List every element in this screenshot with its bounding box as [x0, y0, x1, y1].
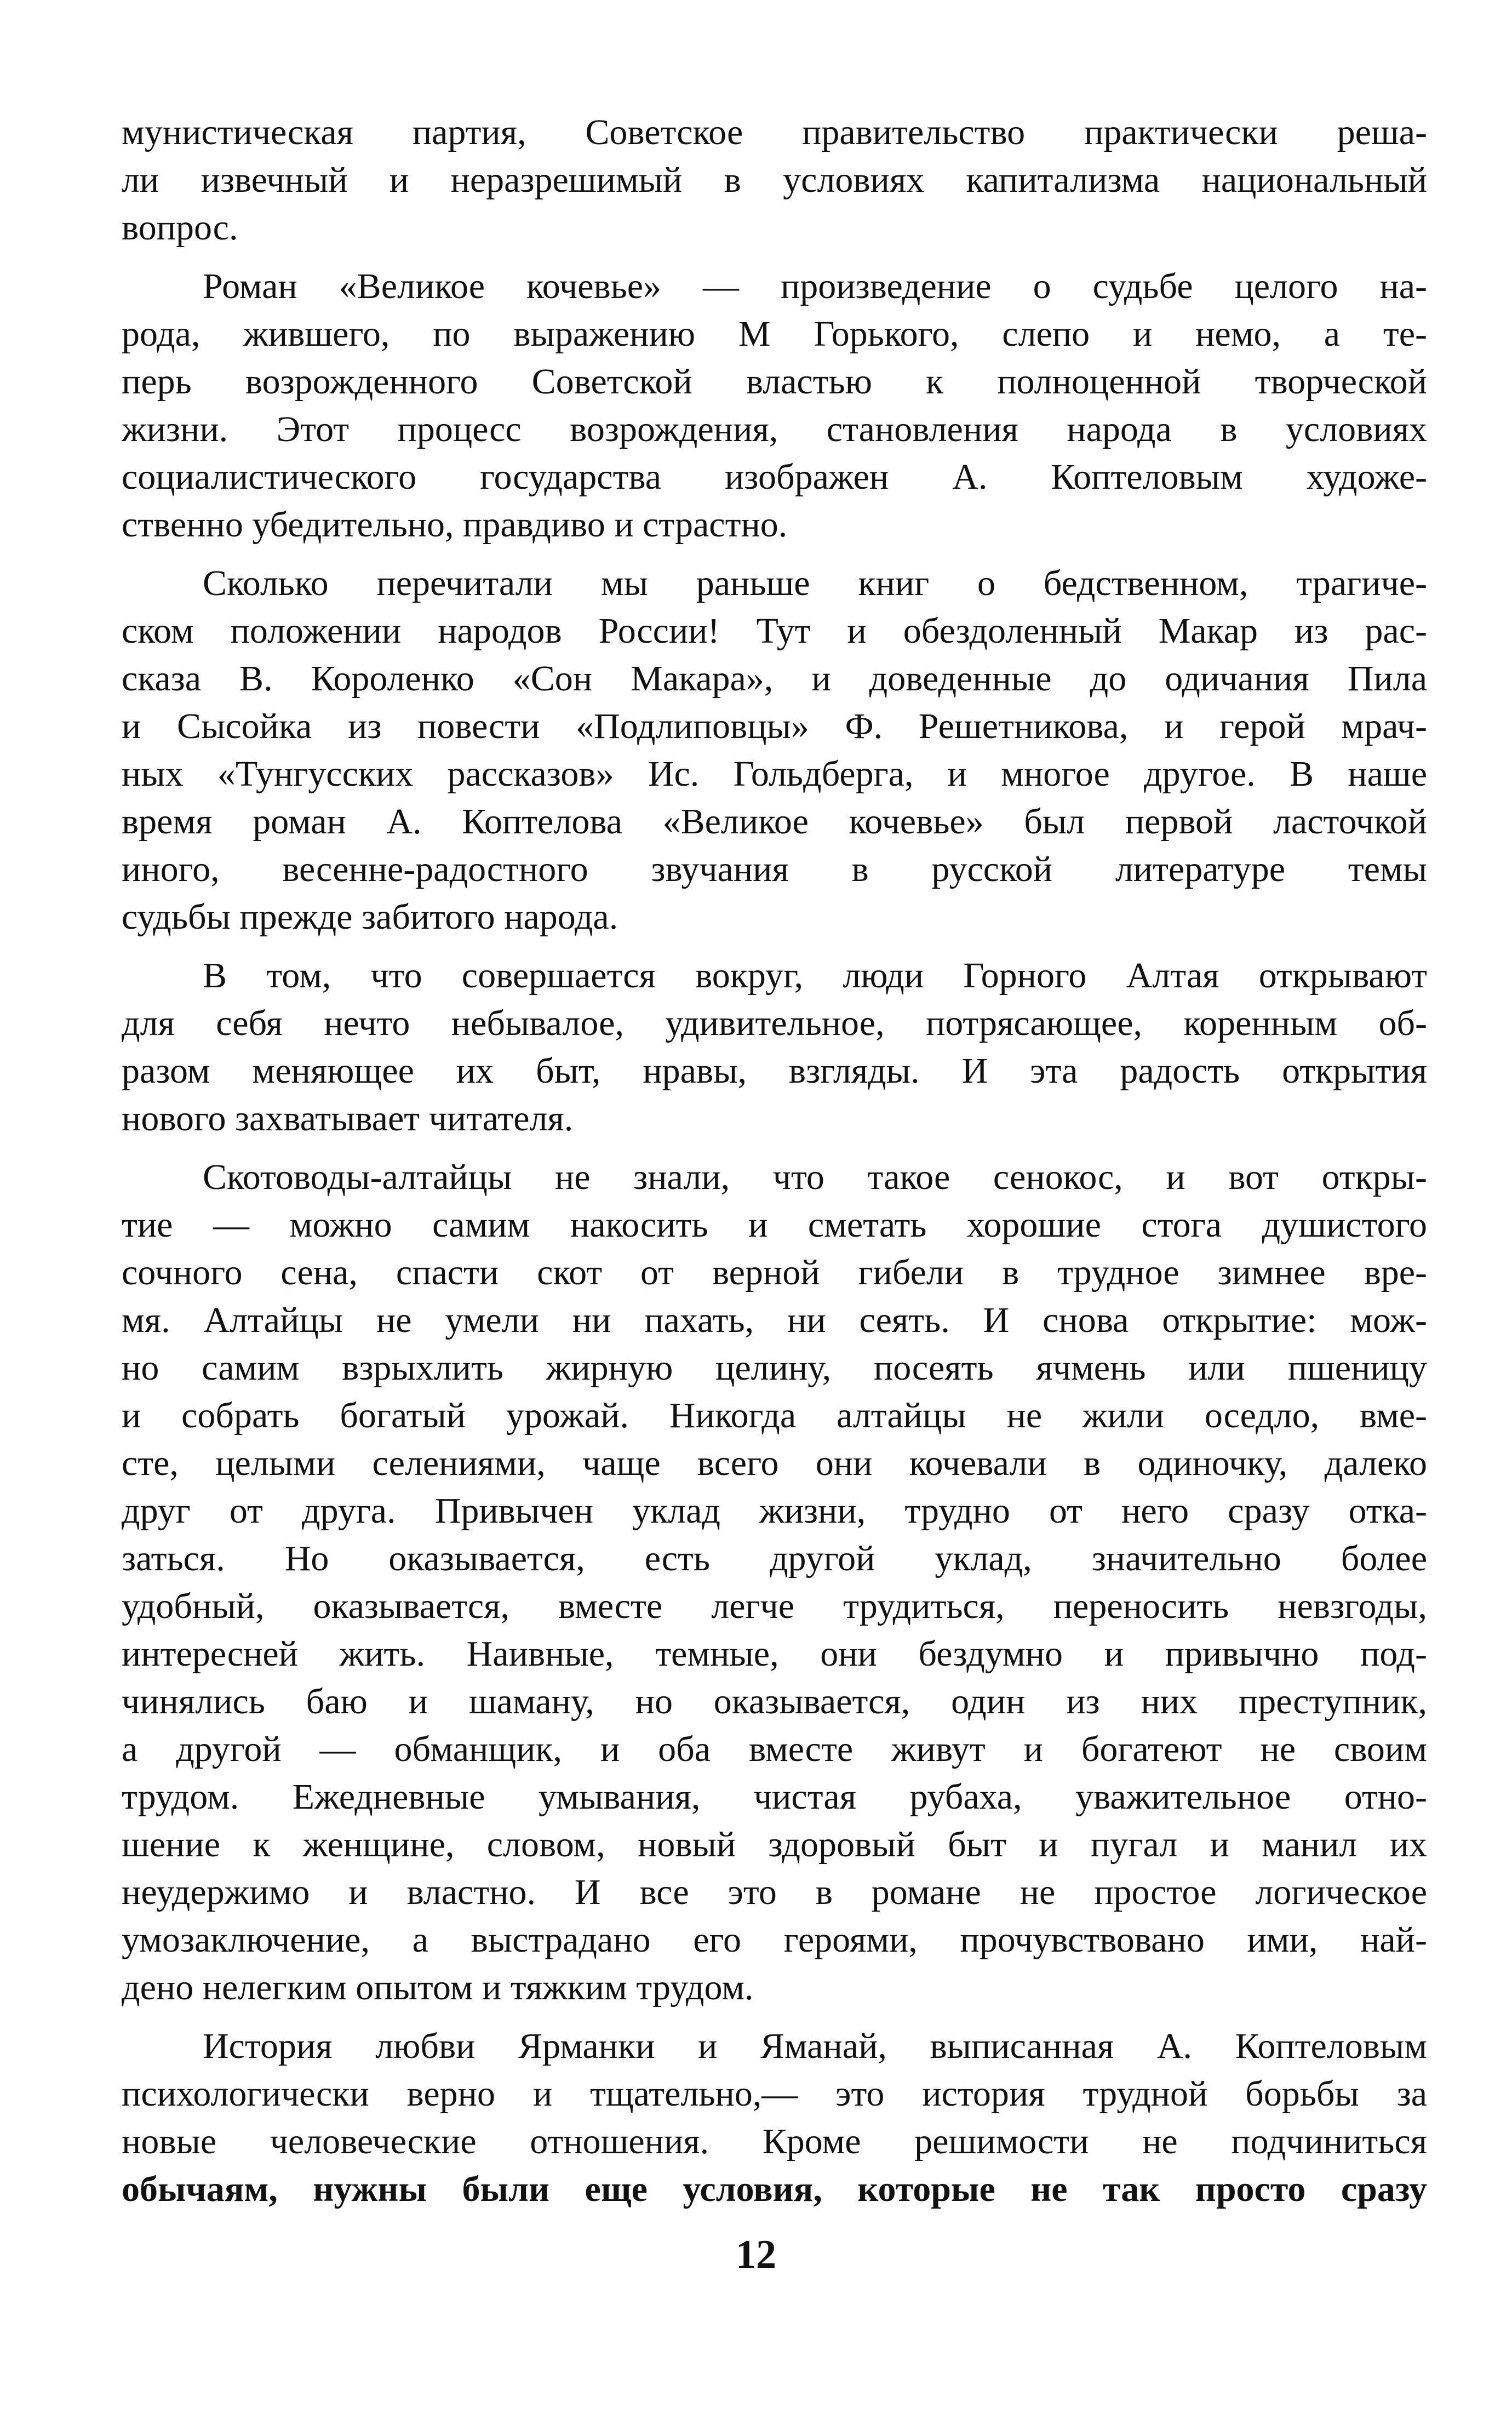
- text-line: нового захватывает читателя.: [122, 1099, 574, 1139]
- text-line: заться. Но оказывается, есть другой уклад, значительно более: [122, 1539, 1427, 1579]
- paragraph: [122, 559, 1427, 941]
- page-number: 12: [736, 2232, 776, 2277]
- text-line: иного, весенне-радостного звучания в русской литературе темы: [122, 849, 1427, 889]
- text-line: время роман А. Коптелова «Великое кочевье» был первой ласточкой: [122, 802, 1427, 842]
- text-line: и собрать богатый урожай. Никогда алтайцы не жили оседло, вме-: [122, 1396, 1427, 1436]
- text-line: судьбы прежде забитого народа.: [122, 897, 618, 937]
- text-line: тие — можно самим накосить и сметать хорошие стога душистого: [122, 1205, 1427, 1245]
- text-line: В том, что совершается вокруг, люди Горного Алтая открывают: [203, 956, 1427, 996]
- text-line: разом меняющее их быт, нравы, взгляды. И эта радость открытия: [122, 1051, 1427, 1091]
- text-line: История любви Ярманки и Яманай, выписанная А. Коптеловым: [203, 2026, 1427, 2066]
- text-line: вопрос.: [122, 208, 238, 248]
- text-line: новые человеческие отношения. Кроме решимости не подчиниться: [122, 2121, 1427, 2161]
- text-line: друг от друга. Привычен уклад жизни, трудно от него сразу отка-: [122, 1491, 1427, 1531]
- text-line: обычаям, нужны были еще условия, которые не так просто сразу: [122, 2169, 1427, 2209]
- paragraph: [122, 108, 1427, 251]
- page-text: [122, 108, 1427, 2213]
- text-line: мунистическая партия, Советское правительство практически реша-: [122, 112, 1427, 152]
- text-line: трудом. Ежедневные умывания, чистая рубаха, уважительное отно-: [122, 1777, 1427, 1817]
- text-line: Сколько перечитали мы раньше книг о бедственном, трагиче-: [203, 563, 1427, 603]
- text-line: сочного сена, спасти скот от верной гибели в трудное зимнее вре-: [122, 1253, 1427, 1293]
- text-line: сказа В. Короленко «Сон Макара», и доведенные до одичания Пила: [122, 659, 1427, 699]
- text-line: умозаключение, а выстрадано его героями, прочувствовано ими, най-: [122, 1920, 1427, 1960]
- text-line: перь возрожденного Советской властью к полноценной творческой: [122, 362, 1427, 402]
- text-line: для себя нечто небывалое, удивительное, потрясающее, коренным об-: [122, 1003, 1427, 1043]
- text-line: удобный, оказывается, вместе легче трудиться, переносить невзгоды,: [122, 1586, 1427, 1626]
- paragraph: [122, 1153, 1427, 2011]
- text-line: ных «Тунгусских рассказов» Ис. Гольдберга, и многое другое. В наше: [122, 754, 1427, 794]
- text-line: Роман «Великое кочевье» — произведение о судьбе целого на-: [203, 266, 1427, 306]
- text-line: шение к женщине, словом, новый здоровый быт и пугал и манил их: [122, 1825, 1427, 1865]
- text-line: рода, жившего, по выражению М Горького, слепо и немо, а те-: [122, 314, 1427, 354]
- text-line: неудержимо и властно. И все это в романе не простое логическое: [122, 1872, 1427, 1912]
- text-line: а другой — обманщик, и оба вместе живут и богатеют не своим: [122, 1729, 1427, 1769]
- paragraph: [122, 2022, 1427, 2213]
- text-line: дено нелегким опытом и тяжким трудом.: [122, 1968, 754, 2008]
- text-line: сте, целыми селениями, чаще всего они кочевали в одиночку, далеко: [122, 1443, 1427, 1483]
- text-line: ли извечный и неразрешимый в условиях капитализма национальный: [122, 160, 1427, 200]
- paragraph: [122, 262, 1427, 548]
- text-line: и Сысойка из повести «Подлиповцы» Ф. Решетникова, и герой мрач-: [122, 706, 1427, 746]
- text-line: психологически верно и тщательно,— это история трудной борьбы за: [122, 2074, 1427, 2114]
- text-line: жизни. Этот процесс возрождения, становления народа в условиях: [122, 409, 1427, 449]
- paragraph: [122, 952, 1427, 1142]
- text-line: чинялись баю и шаману, но оказывается, один из них преступник,: [122, 1682, 1427, 1722]
- text-line: социалистического государства изображен А. Коптеловым художе-: [122, 457, 1427, 497]
- text-line: интереснeй жить. Наивные, темные, они бездумно и привычно под-: [122, 1634, 1427, 1674]
- text-line: Скотоводы-алтайцы не знали, что такое сенокос, и вот откры-: [203, 1157, 1427, 1197]
- text-line: ственно убедительно, правдиво и страстно.: [122, 505, 788, 545]
- text-line: но самим взрыхлить жирную целину, посеять ячмень или пшеницу: [122, 1348, 1427, 1388]
- text-line: ском положении народов России! Тут и обездоленный Макар из рас-: [122, 611, 1427, 651]
- text-line: мя. Алтайцы не умели ни пахать, ни сеять. И снова открытие: мож-: [122, 1300, 1427, 1340]
